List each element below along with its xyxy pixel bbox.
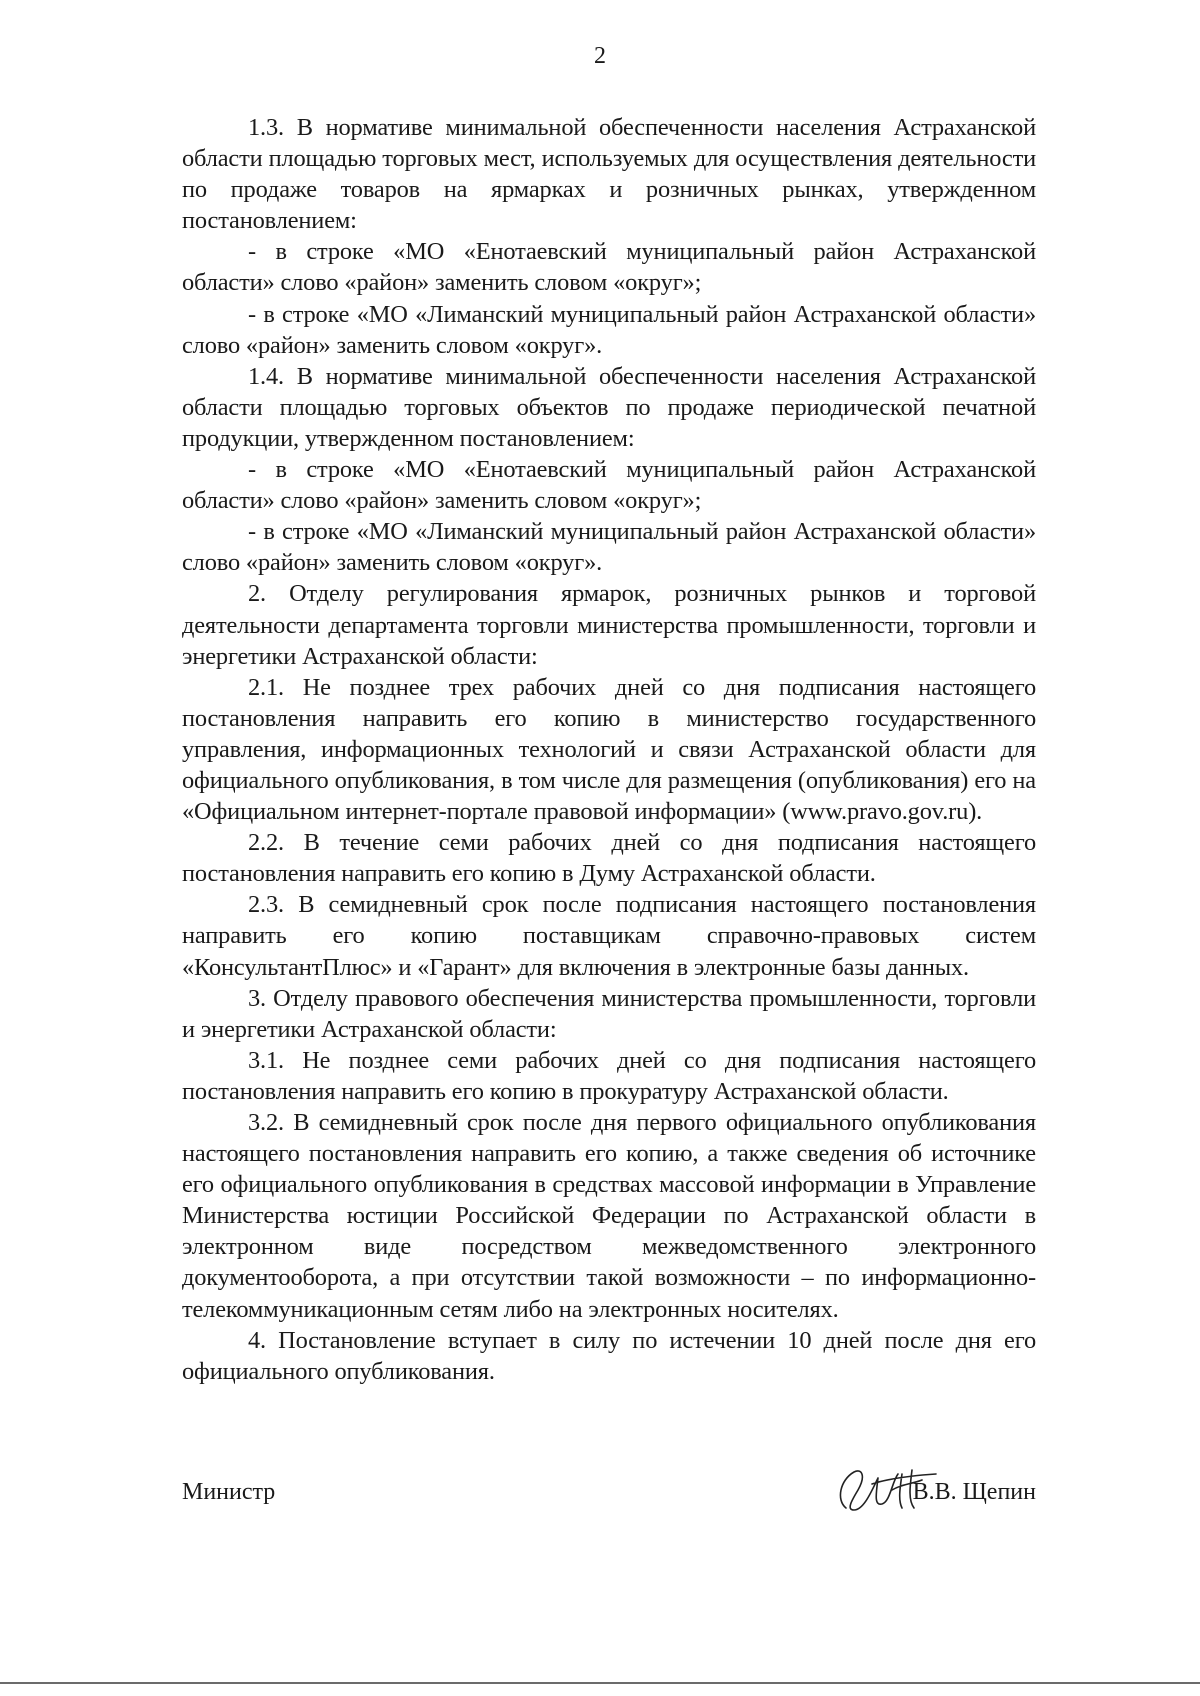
paragraph-3-1: 3.1. Не позднее семи рабочих дней со дня подписания настоящего постановления направить его копию в прокуратуру Астраханской области. [182, 1046, 1036, 1105]
paragraph-3: 3. Отделу правового обеспечения министерства промышленности, торговли и энергетики Астраханской области: [182, 984, 1036, 1043]
paragraph-2: 2. Отделу регулирования ярмарок, розничных рынков и торговой деятельности департамента торговли министерства промышленности, торговли и энергетики Астраханской области: [182, 580, 1036, 670]
document-body [182, 112, 1036, 1387]
paragraph-1-4: 1.4. В нормативе минимальной обеспеченности населения Астраханской области площадью торговых объектов по продаже периодической печатной продукции, утвержденном постановлением: [182, 362, 1036, 452]
paragraph-1-4-item-2: - в строке «МО «Лиманский муниципальный район Астраханской области» слово «район» заменить словом «округ». [182, 518, 1036, 577]
scan-bottom-edge [0, 1682, 1200, 1684]
paragraph-1-3-item-1: - в строке «МО «Енотаевский муниципальный район Астраханской области» слово «район» заменить словом «округ»; [182, 238, 1036, 297]
signatory-name: В.В. Щепин [912, 1479, 1036, 1505]
paragraph-3-2: 3.2. В семидневный срок после дня первого официального опубликования настоящего постановления направить его копию, а также сведения об источнике его официального опубликования в средствах массовой информации в Управление Министерства юстиции Российской Федерации по Астраханской области в электронном виде посредством межведомственного электронного документооборота, а при отсутствии такой возможности – по информационно-телекоммуникационным сетям либо на электронных носителях. [182, 1109, 1036, 1323]
paragraph-2-1: 2.1. Не позднее трех рабочих дней со дня подписания настоящего постановления направить его копию в министерство государственного управления, информационных технологий и связи Астраханской области для официального опубликования, в том числе для размещения (опубликования) его на «Официальном интернет-портале правовой информации» (www.pravo.gov.ru). [182, 673, 1036, 826]
signature-block [182, 1460, 1036, 1530]
paragraph-1-3-item-2: - в строке «МО «Лиманский муниципальный район Астраханской области» слово «район» заменить словом «округ». [182, 300, 1036, 359]
signatory-title: Министр [182, 1479, 276, 1505]
paragraph-4: 4. Постановление вступает в силу по истечении 10 дней после дня его официального опубликования. [182, 1326, 1036, 1385]
paragraph-1-4-item-1: - в строке «МО «Енотаевский муниципальный район Астраханской области» слово «район» заменить словом «округ»; [182, 456, 1036, 515]
paragraph-2-3: 2.3. В семидневный срок после подписания настоящего постановления направить его копию поставщикам справочно-правовых систем «КонсультантПлюс» и «Гарант» для включения в электронные базы данных. [182, 891, 1036, 981]
paragraph-2-2: 2.2. В течение семи рабочих дней со дня подписания настоящего постановления направить его копию в Думу Астраханской области. [182, 829, 1036, 888]
paragraph-1-3: 1.3. В нормативе минимальной обеспеченности населения Астраханской области площадью торговых мест, используемых для осуществления деятельности по продаже товаров на ярмарках и розничных рынках, утвержденном постановлением: [182, 114, 1036, 235]
page-number: 2 [594, 43, 606, 69]
